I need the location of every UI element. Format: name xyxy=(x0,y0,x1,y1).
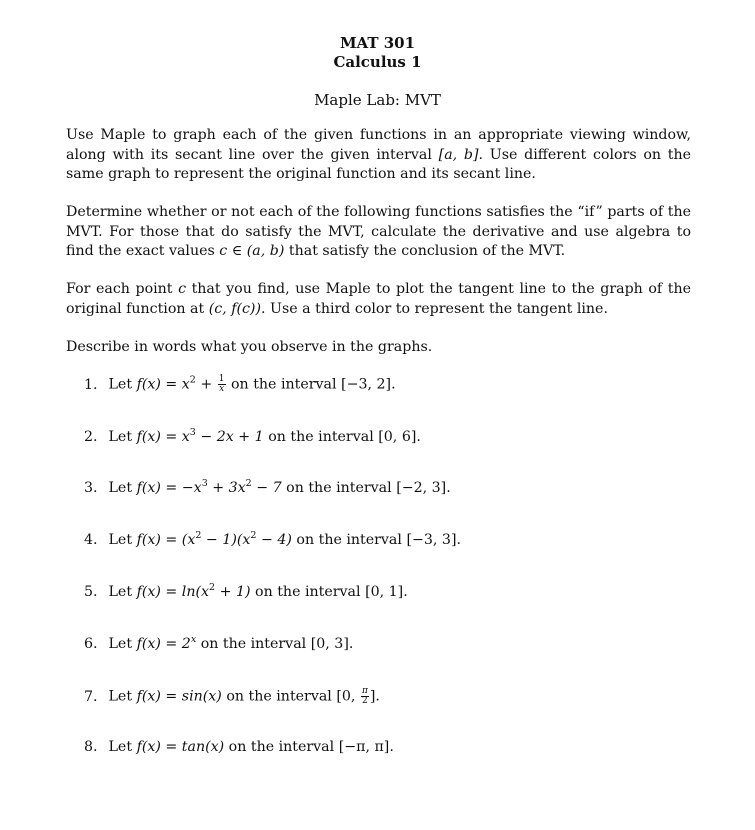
problem-item xyxy=(84,479,451,498)
p3-point: (c, f(c)) xyxy=(208,300,262,317)
problem-function: f(x) = sin(x) xyxy=(136,688,222,705)
problem-number: 4. xyxy=(84,532,98,548)
problem-on-text: on the interval xyxy=(281,480,397,496)
problem-number: 6. xyxy=(84,636,98,652)
problem-function-rest: − 2x + 1 xyxy=(195,429,264,445)
problem-function-rest: − 4) xyxy=(256,532,292,548)
p1-interval: [a, b] xyxy=(438,146,479,163)
problem-function-mid: − 1)(x xyxy=(201,532,251,548)
problem-exponent-2: 2 xyxy=(245,478,252,489)
problem-let: Let xyxy=(108,480,133,496)
problem-period: . xyxy=(446,480,451,496)
problem-item xyxy=(84,375,396,395)
problem-let: Let xyxy=(108,584,133,600)
problem-item xyxy=(84,635,353,654)
fraction-numerator: 1 xyxy=(218,374,225,384)
problem-exponent: 2 xyxy=(189,374,196,386)
problem-period: . xyxy=(456,532,461,548)
problem-function: f(x) = 2 xyxy=(136,636,191,652)
instruction-paragraph-3 xyxy=(66,280,691,319)
problem-interval-open: [0, xyxy=(336,688,360,705)
problem-on-text: on the interval xyxy=(291,532,407,548)
problem-let: Let xyxy=(108,688,133,705)
problem-let: Let xyxy=(108,739,133,755)
problem-plus: + xyxy=(195,376,217,393)
problem-period: . xyxy=(375,688,380,705)
instruction-paragraph-2 xyxy=(66,203,691,262)
problem-function: f(x) = −x xyxy=(136,480,202,496)
problem-interval: [0, 3] xyxy=(310,636,349,652)
problem-on-text: on the interval xyxy=(196,636,311,652)
problem-item xyxy=(84,531,461,550)
problem-number: 8. xyxy=(84,739,98,755)
p2-text-before: Determine whether or not each of the following functions satisfies the “if” parts of the MVT. For those that do satisfy the MVT, calculate the derivative and use algebra to find the exact values xyxy=(66,204,691,259)
problem-interval-close: ] xyxy=(369,688,376,705)
problem-number: 3. xyxy=(84,480,98,496)
problem-function-rest: − 7 xyxy=(251,480,282,496)
problem-exponent: x xyxy=(190,634,197,645)
instruction-paragraph-1 xyxy=(66,126,691,185)
problem-function: f(x) = tan(x) xyxy=(136,739,225,755)
instruction-paragraph-4: Describe in words what you observe in the graphs. xyxy=(66,339,433,355)
course-name: Calculus 1 xyxy=(333,53,422,71)
problem-let: Let xyxy=(108,532,133,548)
problem-period: . xyxy=(389,739,394,755)
course-code: MAT 301 xyxy=(339,34,416,52)
problem-function: f(x) = ln(x xyxy=(136,584,210,600)
problem-exponent: 3 xyxy=(201,478,208,489)
problem-function: f(x) = x xyxy=(136,376,190,393)
problem-interval: [0, 1] xyxy=(365,584,404,600)
problem-function-rest: + 1) xyxy=(215,584,251,600)
problem-on-text: on the interval xyxy=(221,688,337,705)
problem-let: Let xyxy=(108,376,133,393)
problem-exponent: 2 xyxy=(195,530,202,541)
problem-number: 5. xyxy=(84,584,98,600)
p3-var: c xyxy=(178,281,187,297)
p2-math: c ∈ (a, b) xyxy=(219,243,285,259)
problem-number: 2. xyxy=(84,429,98,445)
problem-let: Let xyxy=(108,429,133,445)
p3-text-before: For each point xyxy=(66,281,179,297)
problem-function: f(x) = (x xyxy=(136,532,196,548)
lab-title: Maple Lab: MVT xyxy=(314,91,441,109)
p1-text-after: . Use different colors on the same graph to represent the original function and its secant line. xyxy=(66,146,691,182)
problem-interval: [−3, 3] xyxy=(406,532,457,548)
fraction-denominator: x xyxy=(219,384,225,394)
problem-on-text: on the interval xyxy=(226,376,342,393)
problem-interval: [−π, π] xyxy=(338,739,390,755)
problem-exponent: 2 xyxy=(209,582,216,593)
problem-fraction xyxy=(361,687,369,706)
problem-exponent-2: 2 xyxy=(250,530,257,541)
problem-period: . xyxy=(416,429,421,445)
problem-item xyxy=(84,428,421,447)
problem-interval: [−2, 3] xyxy=(396,480,447,496)
problem-item xyxy=(84,738,394,757)
problem-on-text: on the interval xyxy=(263,429,379,445)
problem-on-text: on the interval xyxy=(224,739,339,755)
p2-text-after: that satisfy the conclusion of the MVT. xyxy=(284,243,566,259)
fraction-denominator: 2 xyxy=(362,696,368,706)
problem-period: . xyxy=(403,584,408,600)
p3-text-after: . Use a third color to represent the tangent line. xyxy=(261,300,608,317)
p1-text-before: Use Maple to graph each of the given functions in an appropriate viewing window, along with its secant line over the given interval xyxy=(66,127,691,163)
problem-let: Let xyxy=(108,636,133,652)
problem-fraction xyxy=(218,375,226,394)
problem-interval: [−3, 2] xyxy=(341,376,392,393)
problem-number: 1. xyxy=(84,376,98,393)
problem-interval: [0, 6] xyxy=(378,429,417,445)
problem-exponent: 3 xyxy=(189,427,196,438)
fraction-numerator: π xyxy=(361,686,368,696)
problem-number: 7. xyxy=(84,688,98,705)
problem-item xyxy=(84,583,408,602)
problem-function-mid: + 3x xyxy=(207,480,246,496)
problem-item xyxy=(84,687,380,707)
problem-on-text: on the interval xyxy=(250,584,366,600)
problem-period: . xyxy=(348,636,354,652)
problem-function: f(x) = x xyxy=(136,429,190,445)
p3-text-middle: that you find, use Maple to plot the tangent line to the graph of the original function at xyxy=(66,281,691,317)
problem-period: . xyxy=(391,376,396,393)
